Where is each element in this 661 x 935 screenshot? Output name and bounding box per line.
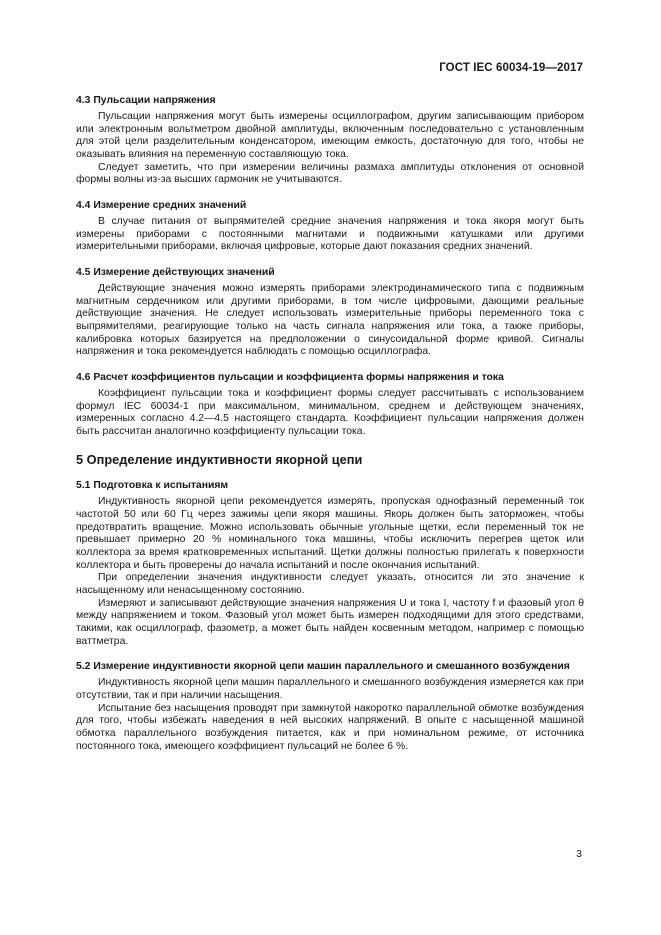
section-4-3 bbox=[76, 94, 584, 187]
chapter-title: 5 Определение индуктивности якорной цепи bbox=[76, 452, 363, 468]
paragraph: Действующие значения можно измерять приборами электродинамического типа с подвижным магнитным сердечником или другими приборами, в том числе цифровыми, дающими реальные действующие значения. Не следует использовать измерительные приборы переменного тока с выпрямителями, реагирующие только на часть сигнала напряжения или тока, а также приборы, калибровка которых базируется на предположении о синусоидальной форме кривой. Сигналы напряжения и тока рекомендуется наблюдать с помощью осциллографа. bbox=[76, 282, 584, 358]
section-title: 4.4 Измерение средних значений bbox=[76, 199, 247, 211]
paragraph: Измеряют и записывают действующие значения напряжения U и тока I, частоту f и фазовый угол θ между напряжением и током. Фазовый угол может быть измерен подходящими для этого средствами, такими, как осциллограф, фазометр, а может быть найден косвенным методом, например с помощью ваттметра. bbox=[76, 597, 584, 647]
page-number: 3 bbox=[576, 848, 582, 860]
section-title: 4.6 Расчет коэффициентов пульсации и коэффициента формы напряжения и тока bbox=[76, 371, 504, 383]
document-body bbox=[76, 94, 584, 753]
standard-header: ГОСТ IEC 60034-19—2017 bbox=[439, 62, 583, 74]
section-5-2 bbox=[76, 660, 584, 753]
section-4-4 bbox=[76, 199, 584, 254]
paragraph: Коэффициент пульсации тока и коэффициент формы следует рассчитывать с использованием формул IEC 60034-1 при максимальном, минимальном, среднем и действующем значениях, измеренных согласно 4.2—4.5 настоящего стандарта. Коэффициент пульсации напряжения должен быть рассчитан аналогично коэффициенту пульсации тока. bbox=[76, 387, 584, 437]
section-title: 4.5 Измерение действующих значений bbox=[76, 266, 275, 278]
paragraph: Следует заметить, что при измерении величины размаха амплитуды отклонения от основной формы волны из-за высших гармоник не учитываются. bbox=[76, 161, 584, 186]
paragraph: При определении значения индуктивности следует указать, относится ли это значение к насыщенному или ненасыщенному состоянию. bbox=[76, 572, 584, 597]
paragraph: Индуктивность якорной цепи машин параллельного и смешанного возбуждения измеряется как при отсутствии, так и при наличии насыщения. bbox=[76, 677, 584, 701]
section-4-5 bbox=[76, 266, 584, 359]
section-title: 4.3 Пульсации напряжения bbox=[76, 95, 216, 106]
paragraph: В случае питания от выпрямителей средние значения напряжения и тока якоря могут быть измерены приборами с постоянными магнитами и подвижными катушками или другими измерительными приборами, включая цифровые, которые дают показания средних значений. bbox=[76, 215, 584, 253]
paragraph: Пульсации напряжения могут быть измерены осциллографом, другим записывающим прибором или электронным вольтметром двойной амплитуды, включенным последовательно с установленным для этой цели разделительным конденсатором, имеющим емкость, достаточную для того, чтобы не оказывать влияния на переменную составляющую тока. bbox=[76, 111, 584, 160]
section-title: 5.2 Измерение индуктивности якорной цепи машин параллельного и смешанного возбуждения bbox=[76, 661, 570, 673]
paragraph: Испытание без насыщения проводят при замкнутой накоротко параллельной обмотке возбуждения для того, чтобы избежать наведения в ней высоких напряжений. В опыте с насыщенной машиной обмотка параллельного возбуждения питается, как и при номинальном режиме, от источника постоянного тока, имеющего коэффициент пульсаций не более 6 %. bbox=[76, 702, 584, 752]
section-title: 5.1 Подготовка к испытаниям bbox=[76, 480, 229, 492]
section-4-6 bbox=[76, 371, 584, 439]
section-5-1 bbox=[76, 479, 584, 648]
paragraph: Индуктивность якорной цепи рекомендуется измерять, пропуская однофазный переменный ток частотой 50 или 60 Гц через зажимы цепи якоря машины. Якорь должен быть заторможен, чтобы предотвратить вращение. Можно использовать обычные угольные щетки, если переменный ток не превышает примерно 20 % номинального тока машины, чтобы исключить перегрев щеток или коллектора за время кратковременных испытаний. Щетки должны полностью прилегать к поверхности коллектора и быть проверены до начала испытаний и после окончания испытаний. bbox=[76, 496, 584, 571]
